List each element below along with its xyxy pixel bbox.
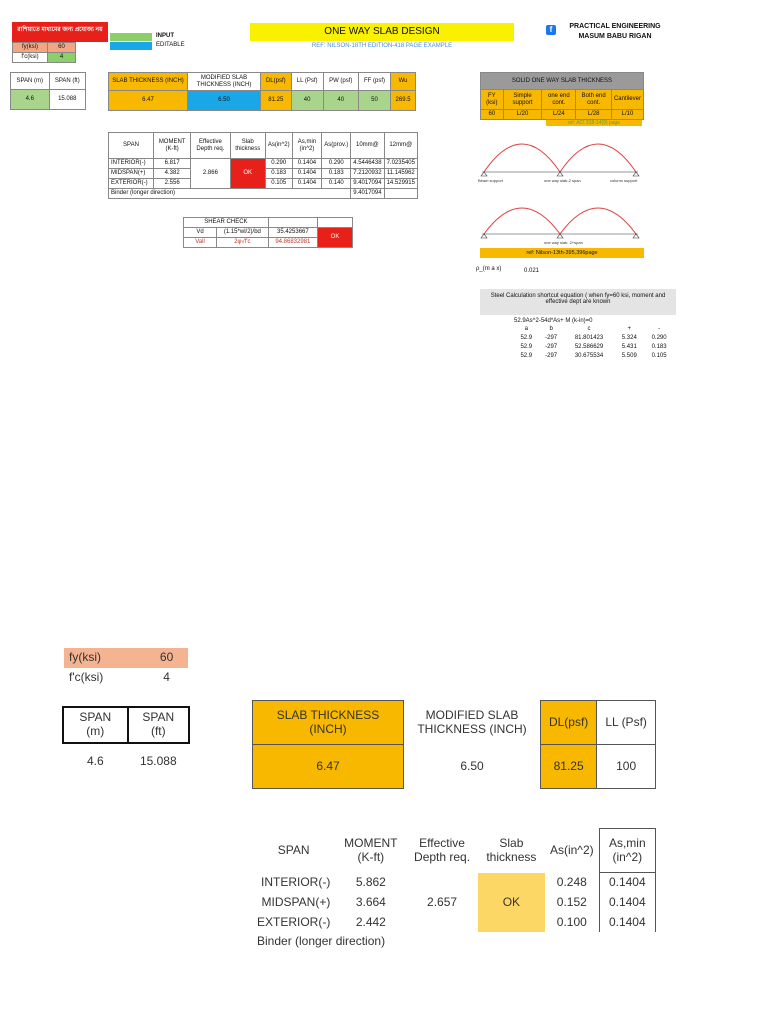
row-10mm: 4.5446438 (351, 159, 384, 169)
calc-header-c: c (587, 326, 591, 332)
diagram-caption-2: one way slab, 2+span (544, 240, 583, 245)
zoom-span-ft-value: 15.088 (139, 753, 177, 768)
row-asprov: 0.140 (322, 178, 351, 188)
calc-a: 52.9 (520, 352, 533, 359)
calc-plus: 5.324 (621, 334, 637, 341)
moment-arc-left (484, 208, 560, 234)
zoom-row-asmin: 0.1404 (599, 893, 655, 913)
row-12mm: 11.145962 (384, 168, 417, 178)
zoom-row-span: INTERIOR(-) (261, 874, 331, 889)
editable-swatch (110, 42, 152, 50)
row-as: 0.290 (265, 159, 292, 169)
zoom-load-table (252, 700, 656, 789)
table-row (514, 352, 674, 361)
material-table (12, 42, 76, 63)
fc-input[interactable]: 4 (48, 52, 76, 62)
reference-text: REF: NILSON-18TH EDITION-418 PAGE EXAMPLE (311, 43, 453, 49)
binder-label: Binder (longer direction) (109, 188, 351, 198)
zoom-moment-header-depth: Effective Depth req. (414, 835, 471, 864)
right-support-label: column support (610, 178, 638, 183)
steel-calc-equation: 52.9As^2-54d*As+ M (k-in)=0 (514, 318, 593, 324)
calc-c: 52.586629 (574, 343, 604, 350)
thickness-header-fy: FY (ksi) (481, 90, 504, 110)
zoom-dl-value: 81.25 (541, 745, 597, 789)
moment-arc-left (484, 144, 560, 172)
left-support-label: Beam support (478, 178, 503, 183)
zoom-moment-header-as: As(in^2) (549, 842, 594, 857)
calc-a: 52.9 (520, 343, 533, 350)
binder-row (252, 932, 656, 952)
zoom-moment-header-thickness: Slab thickness (486, 835, 537, 864)
zoom-row-span: MIDSPAN(+) (261, 894, 331, 909)
brand-line-2: MASUM BABU RIGAN (578, 33, 652, 40)
zoom-row-asmin: 0.1404 (599, 913, 655, 933)
ll-input[interactable]: 40 (291, 91, 323, 111)
modified-thickness-input[interactable]: 6.50 (188, 91, 261, 111)
support-right (633, 172, 639, 176)
load-header-ll: LL (Psf) (291, 73, 323, 91)
support-left (481, 234, 487, 238)
steel-calc-table (514, 325, 674, 361)
thickness-value-fy: 60 (481, 110, 504, 120)
fc-label: f'c(ksi) (13, 52, 48, 62)
thickness-header-simple: Simple support (503, 90, 542, 110)
moment-table (108, 132, 418, 199)
zoom-header-dl: DL(psf) (541, 701, 597, 745)
effective-depth: 2.866 (191, 159, 230, 189)
vall-formula: 2φ√f'c (217, 237, 269, 247)
moment-header-asprov: As(prov.) (322, 133, 351, 159)
load-header-modified: MODIFIED SLAB THICKNESS (INCH) (188, 73, 261, 91)
calc-b: -297 (545, 343, 558, 350)
vall-label: Vall (184, 237, 217, 247)
zoom-span-ft-label: SPAN (ft) (128, 707, 189, 743)
vall-value: 94.86832981 (268, 237, 317, 247)
moment-header-span: SPAN (109, 133, 154, 159)
zoom-effective-depth: 2.657 (427, 894, 458, 909)
zoom-row-asmin: 0.1404 (599, 873, 655, 893)
load-header-pw: PW (psf) (323, 73, 358, 91)
fy-input[interactable]: 60 (48, 43, 76, 53)
load-table (108, 72, 416, 111)
load-header-ff: FF (psf) (358, 73, 390, 91)
thickness-header-both-end: Both end cont. (576, 90, 612, 110)
diagram-ref: ref: Nilson-13th-395,396page (480, 248, 644, 258)
zoom-fy-label: fy(ksi) (69, 650, 101, 664)
support-right (633, 234, 639, 238)
thickness-table (480, 72, 644, 120)
editable-legend-label: EDITABLE (156, 42, 185, 48)
thickness-table-title: SOLID ONE WAY SLAB THICKNESS (481, 73, 644, 90)
zoom-span-m-value[interactable]: 4.6 (86, 753, 104, 768)
zoom-fc-value[interactable]: 4 (163, 669, 170, 684)
row-10mm: 7.2120932 (351, 168, 384, 178)
moment-header-moment: MOMENT (K-ft) (154, 133, 191, 159)
zoom-moment-header-span: SPAN (277, 842, 310, 857)
rho-max-value: 0.021 (524, 268, 540, 274)
vd-value: 35.4253667 (268, 227, 317, 237)
steel-calc-title: Steel Calculation shortcut equation ( when fy=60 ksi, moment and effective dept are known (480, 289, 676, 315)
zoom-modified-thickness[interactable]: 6.50 (460, 758, 484, 773)
row-10mm: 9.4017094 (351, 178, 384, 188)
shear-result: OK (318, 227, 353, 247)
thickness-ref: ref: ACI 318-14(9) page (546, 120, 642, 126)
zoom-span-m-label: SPAN (m) (63, 707, 128, 743)
moment-header-as: As(in^2) (265, 133, 292, 159)
row-asmin: 0.1404 (292, 178, 322, 188)
calc-plus: 5.509 (621, 352, 637, 359)
thickness-value-one-end: L/24 (542, 110, 576, 120)
vd-label: Vd (184, 227, 217, 237)
calc-header-b: b (549, 326, 553, 332)
moment-header-asmin: As,min (in^2) (292, 133, 322, 159)
zoom-header-thickness: SLAB THICKNESS (INCH) (253, 701, 404, 745)
calc-a: 52.9 (520, 334, 533, 341)
zoom-row-as: 0.100 (556, 914, 587, 929)
calc-minus: 0.183 (651, 343, 667, 350)
span-ft-label: SPAN (ft) (49, 73, 85, 90)
ff-input[interactable]: 50 (358, 91, 390, 111)
calc-b: -297 (545, 352, 558, 359)
zoom-fc-label: f'c(ksi) (69, 669, 104, 684)
facebook-icon[interactable]: f (546, 25, 556, 35)
span-m-input[interactable]: 4.6 (11, 90, 50, 110)
zoom-header-ll: LL (Psf) (597, 701, 656, 745)
span-table (10, 72, 86, 110)
moment-header-10mm: 10mm@ (351, 133, 384, 159)
calc-c: 81.801423 (574, 334, 604, 341)
moment-arc-right (560, 208, 636, 234)
vd-formula: (1.15*wl/2)/bd (217, 227, 269, 237)
zoom-row-span: EXTERIOR(-) (257, 914, 331, 929)
zoom-ll-value[interactable]: 100 (597, 745, 656, 789)
row-span: MIDSPAN(+) (109, 168, 154, 178)
zoom-material-table (64, 648, 188, 688)
row-moment: 6.817 (154, 159, 191, 169)
moment-header-thickness: Slab thickness (230, 133, 265, 159)
load-header-thickness: SLAB THICKNESS (INCH) (109, 73, 188, 91)
thickness-value-both-end: L/28 (576, 110, 612, 120)
calc-header-minus: - (658, 326, 661, 332)
support-mid (557, 234, 563, 238)
support-mid (557, 172, 563, 176)
table-row (252, 873, 656, 893)
moment-header-12mm: 12mm@ (384, 133, 417, 159)
row-12mm: 14.529915 (384, 178, 417, 188)
thickness-header-one-end: one end cont. (542, 90, 576, 110)
shear-title: SHEAR CHECK (184, 218, 269, 228)
rho-max-label: ρ_(m a x) (476, 266, 502, 272)
span-m-label: SPAN (m) (11, 73, 50, 90)
slab-diagram-2span (478, 126, 644, 184)
zoom-row-moment: 5.862 (355, 874, 386, 889)
row-moment: 2.556 (154, 178, 191, 188)
row-span: INTERIOR(-) (109, 159, 154, 169)
calc-header-a: a (524, 326, 528, 332)
row-moment: 4.382 (154, 168, 191, 178)
moment-header-depth: Effective Depth req. (191, 133, 230, 159)
thickness-value-simple: L/20 (503, 110, 542, 120)
span-ft-value: 15.088 (49, 90, 85, 110)
row-span: EXTERIOR(-) (109, 178, 154, 188)
binder-value: 9.4017094 (351, 188, 384, 198)
slab-diagram-multispan (478, 190, 644, 246)
zoom-moment-header-asmin: As,min (in^2) (599, 829, 655, 873)
table-row (514, 343, 674, 352)
zoom-thickness-check: OK (478, 873, 545, 933)
zoom-moment-table (252, 828, 656, 952)
calc-header-plus: + (627, 326, 632, 332)
zoom-header-modified: MODIFIED SLAB THICKNESS (INCH) (417, 707, 527, 736)
zoom-span-table (62, 706, 190, 779)
support-left (481, 172, 487, 176)
zoom-slab-thickness: 6.47 (253, 745, 404, 789)
bangla-note: রাশিয়াতে মাধ্যমের জন্য প্রযোজ্য নয় (12, 22, 108, 42)
zoom-row-as: 0.152 (556, 894, 587, 909)
zoom-row-as: 0.248 (556, 874, 587, 889)
row-as: 0.183 (265, 168, 292, 178)
calc-plus: 5.431 (621, 343, 637, 350)
thickness-value-cantilever: L/10 (611, 110, 643, 120)
calc-minus: 0.105 (651, 352, 667, 359)
dl-value: 81.25 (261, 91, 292, 111)
row-12mm: 7.0235405 (384, 159, 417, 169)
zoom-row-moment: 3.664 (355, 894, 386, 909)
wu-value: 269.5 (391, 91, 416, 111)
input-legend-label: INPUT (156, 33, 174, 39)
calc-minus: 0.290 (651, 334, 667, 341)
load-header-dl: DL(psf) (261, 73, 292, 91)
diagram-caption-1: one way slab-2 span (544, 178, 581, 183)
table-row (514, 334, 674, 343)
load-header-wu: Wu (391, 73, 416, 91)
pw-input[interactable]: 40 (323, 91, 358, 111)
zoom-row-moment: 2.442 (355, 914, 386, 929)
row-asmin: 0.1404 (292, 159, 322, 169)
row-asmin: 0.1404 (292, 168, 322, 178)
brand-line-1: PRACTICAL ENGINEERING (569, 23, 661, 30)
row-as: 0.105 (265, 178, 292, 188)
zoom-binder-label: Binder (longer direction) (257, 934, 386, 949)
binder-row (109, 188, 418, 198)
calc-b: -297 (545, 334, 558, 341)
thickness-check: OK (230, 159, 265, 189)
calc-c: 30.675534 (574, 352, 604, 359)
row-asprov: 0.183 (322, 168, 351, 178)
brand (560, 22, 670, 42)
input-swatch (110, 33, 152, 41)
zoom-fy-value[interactable]: 60 (159, 650, 174, 664)
page-title: ONE WAY SLAB DESIGN (250, 23, 514, 41)
zoom-moment-header-moment: MOMENT (K-ft) (344, 835, 398, 864)
fy-label: fy(ksi) (13, 43, 48, 53)
moment-arc-right (560, 144, 636, 172)
slab-thickness-value: 6.47 (109, 91, 188, 111)
shear-table (183, 217, 353, 248)
thickness-header-cantilever: Cantilever (611, 90, 643, 110)
table-row (109, 159, 418, 169)
row-asprov: 0.290 (322, 159, 351, 169)
